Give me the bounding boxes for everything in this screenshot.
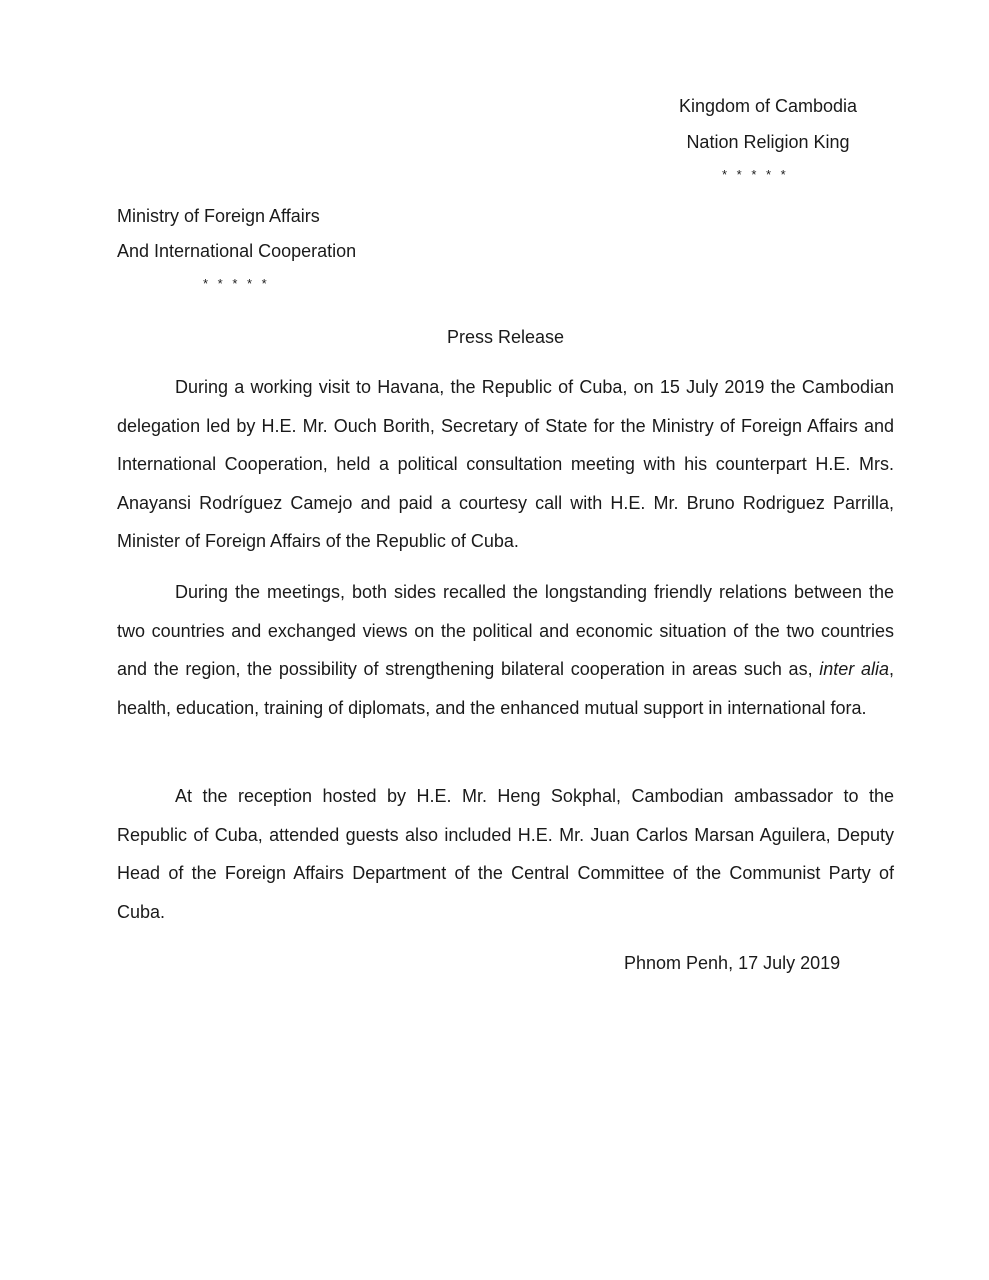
header-left-stars: * * * * * — [203, 276, 270, 291]
paragraph-1: During a working visit to Havana, the Republic of Cuba, on 15 July 2019 the Cambodian delegation led by H.E. Mr. Ouch Borith, Secretary of State for the Ministry of Foreign Affairs and International Cooperation, held a political consultation meeting with his counterpart H.E. Mrs. Anayansi Rodríguez Camejo and paid a courtesy call with H.E. Mr. Bruno Rodriguez Parrilla, Minister of Foreign Affairs of the Republic of Cuba. — [117, 377, 894, 551]
paragraph-2-italic: inter alia — [819, 659, 889, 679]
header-right-stars: * * * * * — [722, 167, 789, 182]
kingdom-heading: Kingdom of Cambodia — [678, 96, 858, 116]
motto-heading: Nation Religion King — [686, 132, 850, 152]
paragraph-2-text-b: , health, education, training of diplomats, and the enhanced mutual support in international fora. — [117, 659, 894, 718]
place-and-date: Phnom Penh, 17 July 2019 — [624, 953, 841, 973]
paragraph-2 — [117, 573, 894, 727]
ministry-heading-line2: And International Cooperation — [117, 241, 357, 261]
ministry-heading-line1: Ministry of Foreign Affairs — [117, 206, 320, 226]
document-title: Press Release — [446, 327, 565, 347]
paragraph-3: At the reception hosted by H.E. Mr. Heng Sokphal, Cambodian ambassador to the Republic of Cuba, attended guests also included H.E. Mr. Juan Carlos Marsan Aguilera, Deputy Head of the Foreign Affairs Department of the Central Committee of the Communist Party of Cuba. — [117, 786, 894, 922]
paragraph-2-text-a: During the meetings, both sides recalled the longstanding friendly relations between the two countries and exchanged views on the political and economic situation of the two countries and the region, the possibility of strengthening bilateral cooperation in areas such as, — [117, 582, 894, 679]
